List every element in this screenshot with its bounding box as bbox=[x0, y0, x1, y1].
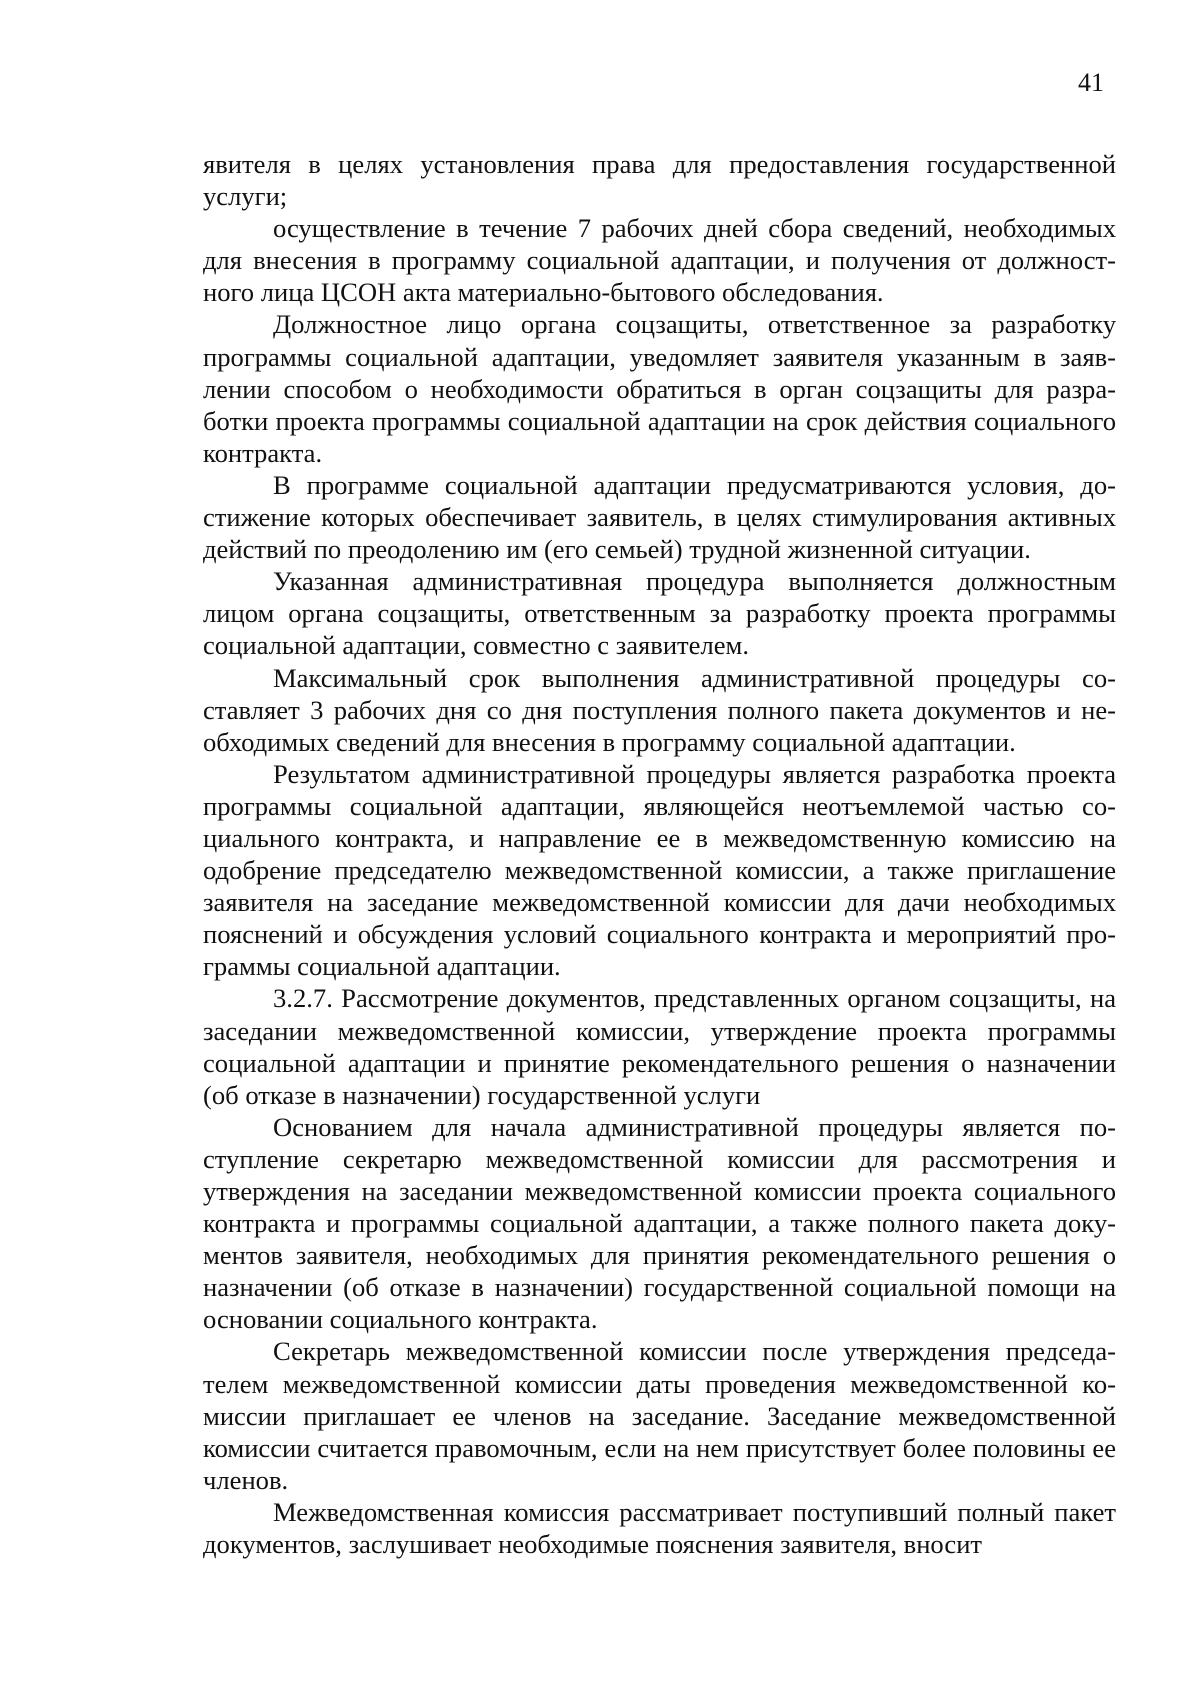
document-body bbox=[203, 148, 1116, 1560]
paragraph: Результатом административной процедуры является разработка проекта программы социальной адаптации, являющейся неотъемлемой частью социального контракта, и направление ее в межведомственную комиссию на одобрение председателю межведомственной комиссии, а также приглашение заявителя на заседание межведомственной комиссии для дачи необходимых пояснений и обсуждения условий социального контракта и мероприятий программы социальной адаптации. bbox=[203, 758, 1116, 982]
paragraph: Максимальный срок выполнения административной процедуры составляет 3 рабочих дня со дня поступления полного пакета документов и необходимых сведений для внесения в программу социальной адаптации. bbox=[203, 662, 1116, 757]
paragraph-continuation: явителя в целях установления права для предоставления государственной услуги; bbox=[203, 149, 1116, 212]
section-heading-3-2-7: 3.2.7. Рассмотрение документов, представленных органом соцзащиты, на заседании межведомственной комиссии, утверждение проекта программы социальной адаптации и принятие рекомендательного решения о назначении (об отказе в назначении) государственной услуги bbox=[203, 983, 1116, 1110]
paragraph: Секретарь межведомственной комиссии после утверждения председателем межведомственной комиссии даты проведения межведомственной комиссии приглашает ее членов на заседание. Заседание межведомственной комиссии считается правомочным, если на нем присутствует более половины ее членов. bbox=[203, 1336, 1116, 1495]
paragraph: осуществление в течение 7 рабочих дней сбора сведений, необходимых для внесения в программу социальной адаптации, и получения от должностного лица ЦСОН акта материально-бытового обследования. bbox=[203, 213, 1116, 308]
paragraph: Основанием для начала административной процедуры является поступление секретарю межведомственной комиссии для рассмотрения и утверждения на заседании межведомственной комиссии проекта социального контракта и программы социальной адаптации, а также полного пакета документов заявителя, необходимых для принятия рекомендательного решения о назначении (об отказе в назначении) государственной социальной помощи на основании социального контракта. bbox=[203, 1111, 1116, 1335]
paragraph: Указанная административная процедура выполняется должностным лицом органа соцзащиты, ответственным за разработку проекта программы социальной адаптации, совместно с заявителем. bbox=[203, 566, 1116, 661]
page-number: 41 bbox=[1078, 68, 1104, 97]
paragraph: Должностное лицо органа соцзащиты, ответственное за разработку программы социальной адаптации, уведомляет заявителя указанным в заявлении способом о необходимости обратиться в орган соцзащиты для разработки проекта программы социальной адаптации на срок действия социального контракта. bbox=[203, 309, 1116, 468]
paragraph: Межведомственная комиссия рассматривает поступивший полный пакет документов, заслушивает необходимые пояснения заявителя, вносит bbox=[203, 1496, 1116, 1560]
paragraph: В программе социальной адаптации предусматриваются условия, достижение которых обеспечивает заявитель, в целях стимулирования активных действий по преодолению им (его семьей) трудной жизненной ситуации. bbox=[203, 469, 1116, 565]
